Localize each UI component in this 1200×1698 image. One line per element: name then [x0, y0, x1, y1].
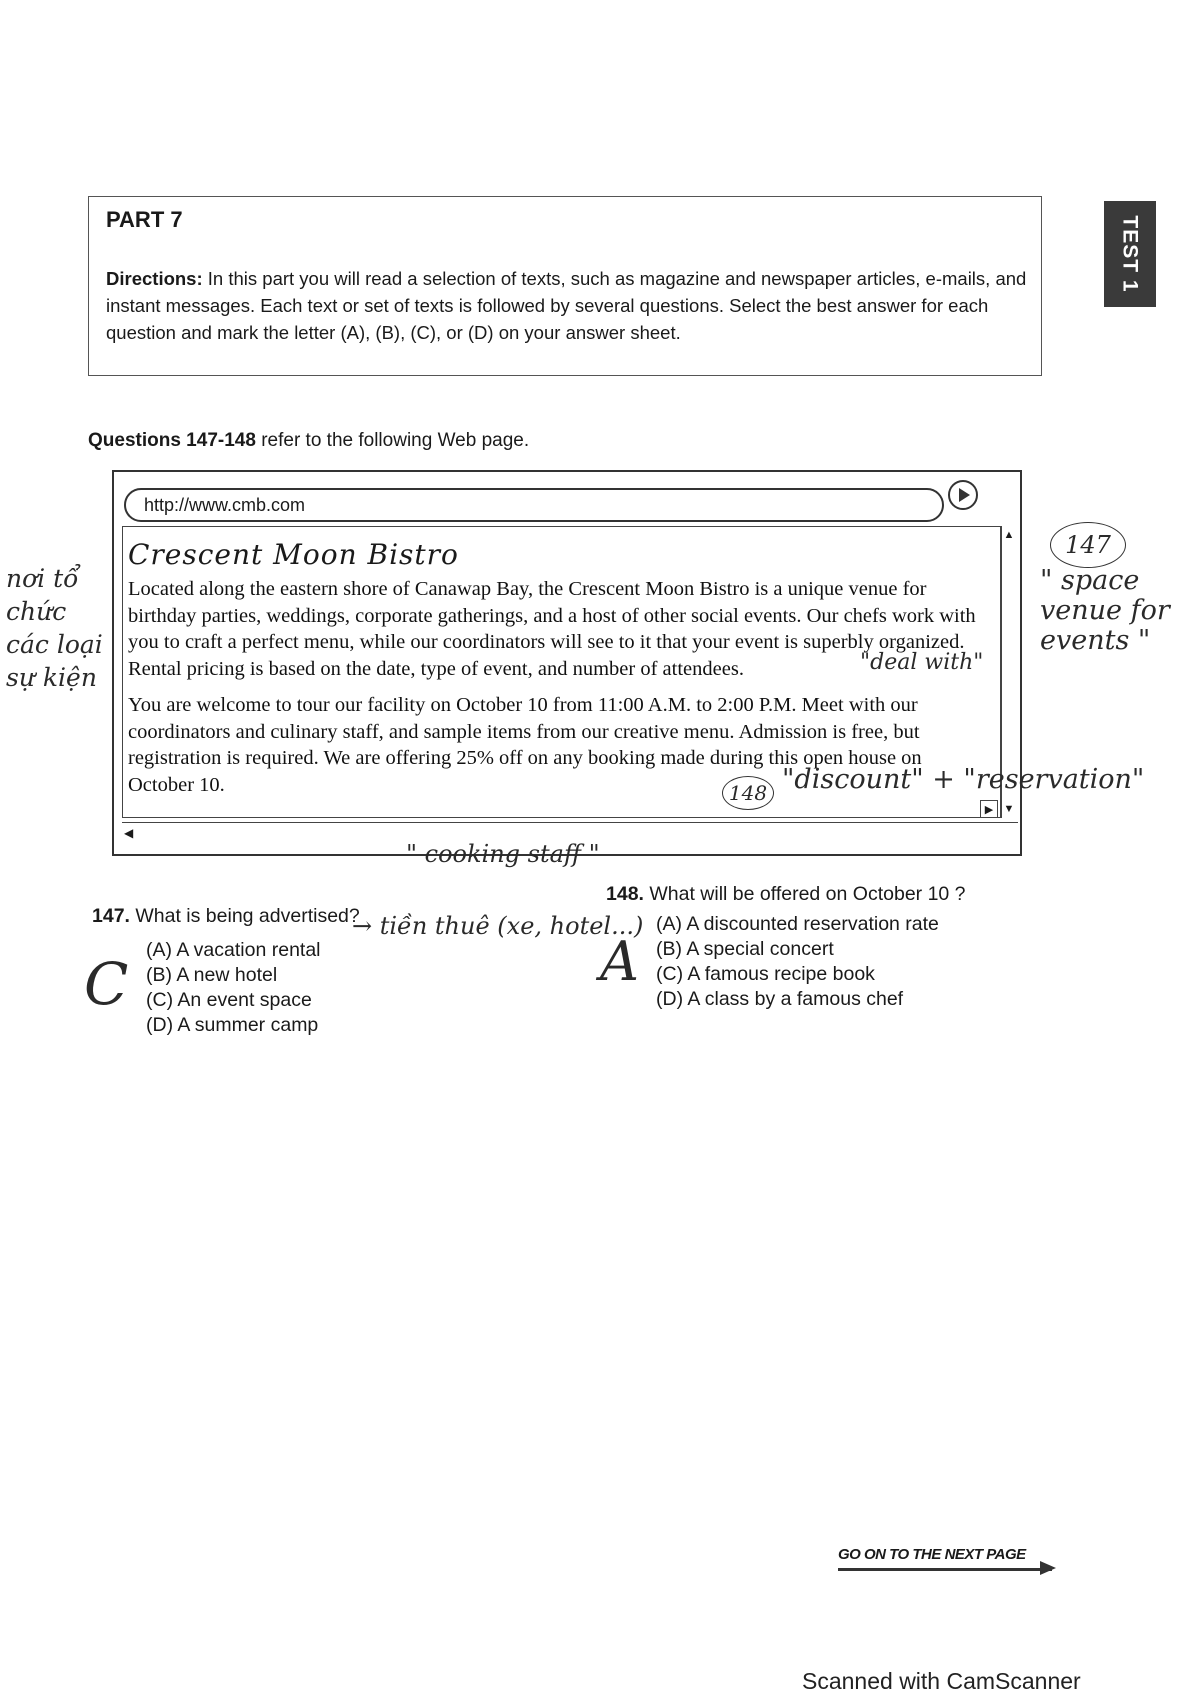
- option-c: (C) A famous recipe book: [656, 963, 875, 985]
- handwritten-note-left: nơi tổ chức các loại sự kiện: [6, 564, 103, 692]
- question-148-options: [656, 912, 939, 1012]
- test-tab: [1104, 201, 1156, 307]
- handwritten-circle-147: 147: [1050, 522, 1126, 568]
- directions-body: In this part you will read a selection of texts, such as magazine and newspaper articles, e-mails, and instant messages. Each text or set of texts is followed by several questions. Select the best answer for each question and mark the letter (A), (B), (C), or (D) on your answer sheet.: [106, 268, 1027, 343]
- web-paragraph-1: Located along the eastern shore of Canawap Bay, the Crescent Moon Bistro is a unique venue for birthday parties, weddings, corporate gatherings, and a host of other social events. Our chefs work with you to craft a perfect menu, while our coordinators will see to it that your event is superbly organized. Rental pricing is based on the date, type of event, and number of attendees.: [128, 578, 976, 680]
- handwritten-note-rental: → tiền thuê (xe, hotel...): [352, 912, 644, 940]
- go-arrow-icon: [948, 480, 978, 510]
- bistro-title: Crescent Moon Bistro: [128, 538, 459, 571]
- questions-range: Questions 147-148: [88, 430, 256, 451]
- question-text: What will be offered on October 10 ?: [649, 883, 966, 905]
- scanner-watermark: Scanned with CamScanner: [802, 1668, 1081, 1694]
- option-d: (D) A class by a famous chef: [656, 988, 904, 1010]
- scroll-down-icon: ▼: [1003, 803, 1015, 815]
- handwritten-circle-148: 148: [722, 776, 774, 810]
- handwritten-note-deal-with: "deal with": [860, 650, 984, 675]
- url-bar: http://www.cmb.com: [124, 488, 944, 522]
- question-text: What is being advertised?: [135, 905, 360, 927]
- handwritten-note-cooking-staff: " cooking staff ": [406, 840, 600, 868]
- option-c: (C) An event space: [146, 989, 312, 1011]
- handwritten-answer-148: A: [600, 930, 639, 993]
- scroll-up-icon: ▲: [1003, 529, 1015, 541]
- questions-intro-text: refer to the following Web page.: [261, 430, 530, 451]
- questions-intro: [88, 430, 529, 452]
- directions-label: Directions:: [106, 268, 203, 289]
- question-number: 148.: [606, 883, 644, 905]
- web-paragraph-2: You are welcome to tour our facility on October 10 from 11:00 A.M. to 2:00 P.M. Meet with our coordinators and culinary staff, and sample items from our creative menu. Admission is free, but registration is required. We are offering 25% off on any booking made during this open house on October 10.: [128, 694, 922, 796]
- option-d: (D) A summer camp: [146, 1014, 319, 1036]
- question-147-options: [146, 938, 321, 1038]
- handwritten-note-space-venue: " space venue for events ": [1040, 565, 1170, 656]
- handwritten-note-discount: "discount" + "reservation": [782, 764, 1145, 795]
- scroll-left-icon: ◀: [124, 826, 134, 840]
- option-b: (B) A special concert: [656, 938, 834, 960]
- option-b: (B) A new hotel: [146, 964, 278, 986]
- option-a: (A) A discounted reservation rate: [656, 913, 939, 935]
- arrow-right-icon: [1040, 1561, 1056, 1575]
- question-number: 147.: [92, 905, 130, 927]
- go-next-page-label: GO ON TO THE NEXT PAGE: [838, 1546, 1026, 1563]
- go-next-underline: [838, 1568, 1052, 1571]
- directions-text: [106, 265, 1032, 346]
- option-a: (A) A vacation rental: [146, 939, 321, 961]
- question-148: [606, 882, 966, 907]
- part-title: PART 7: [106, 207, 183, 232]
- question-147: [92, 904, 360, 929]
- test-tab-label: TEST 1: [1119, 215, 1142, 293]
- handwritten-answer-147: C: [84, 950, 129, 1018]
- scroll-right-icon: ▶: [980, 800, 998, 818]
